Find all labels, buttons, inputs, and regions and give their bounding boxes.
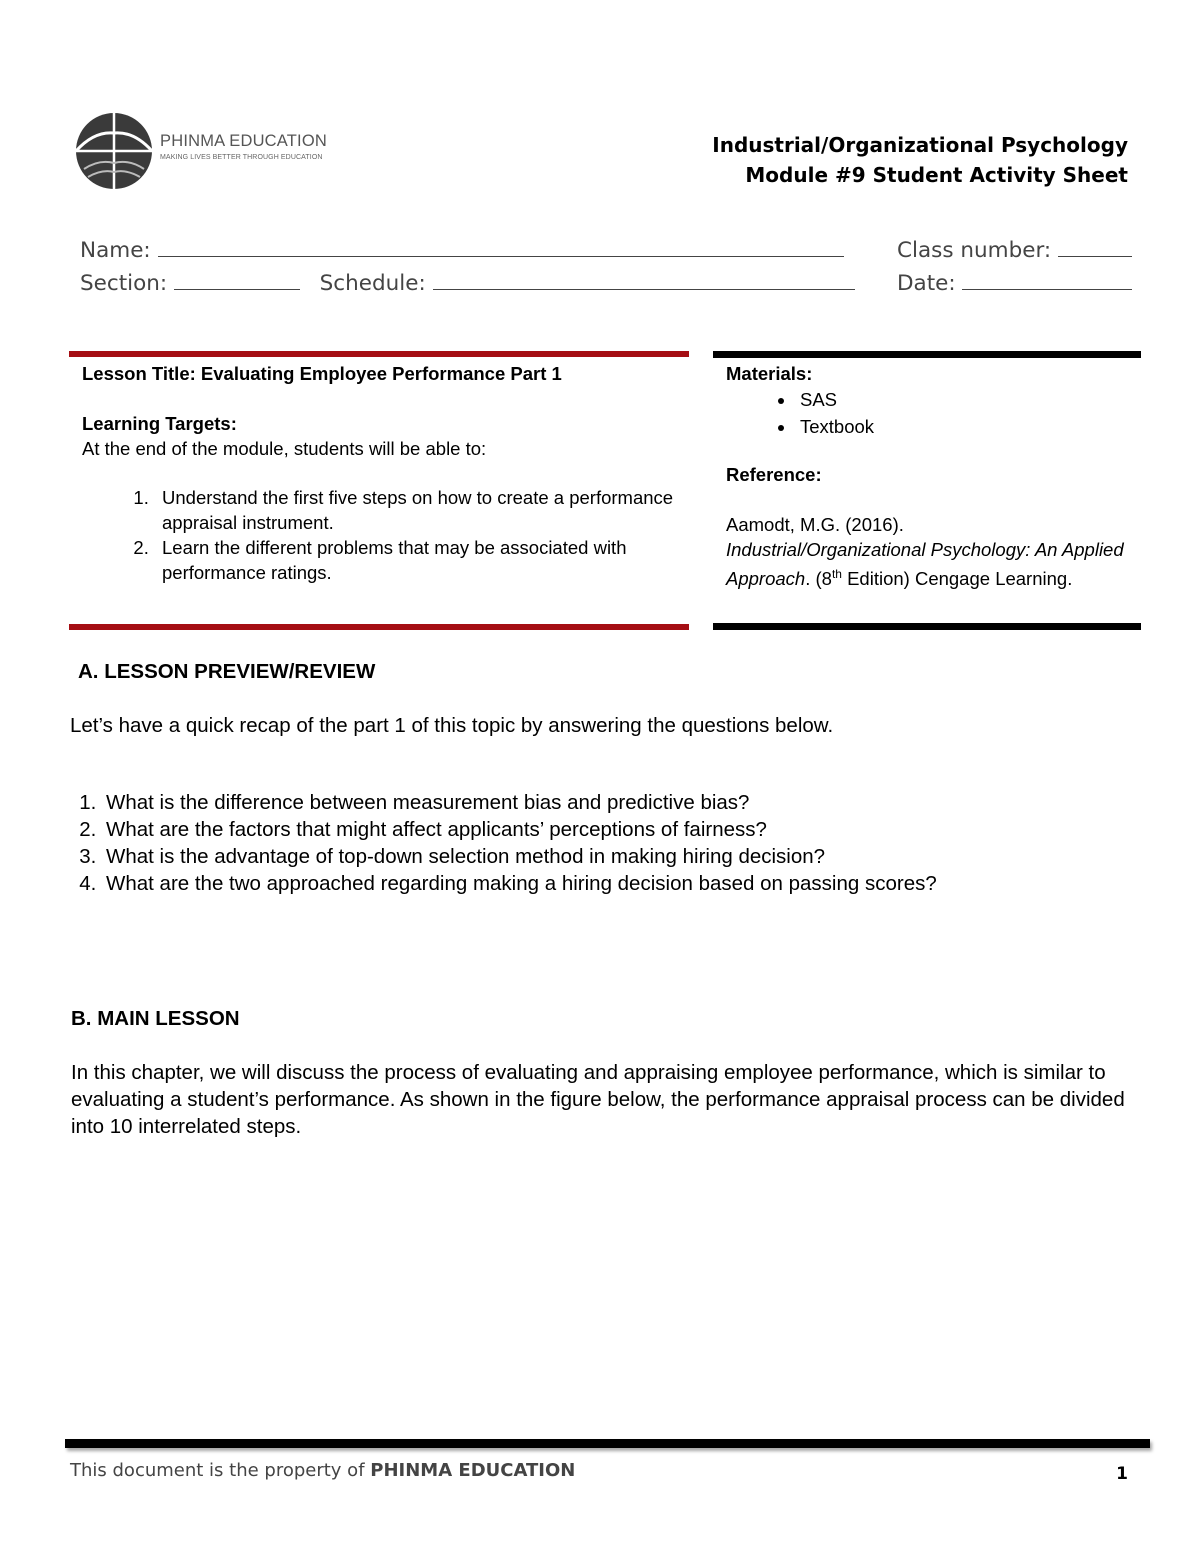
materials-panel bbox=[726, 361, 1136, 591]
materials-top-bar bbox=[713, 351, 1141, 358]
date-label: Date: bbox=[897, 271, 956, 296]
footer-text bbox=[70, 1460, 575, 1481]
materials-list bbox=[726, 386, 1136, 440]
class-number-field[interactable] bbox=[897, 236, 1132, 263]
name-field[interactable] bbox=[80, 236, 844, 263]
review-question: 3. What is the advantage of top-down selection method in making hiring decision? bbox=[102, 843, 1172, 870]
review-question: 2. What are the factors that might affect applicants’ perceptions of fairness? bbox=[102, 816, 1172, 843]
materials-heading: Materials: bbox=[726, 363, 813, 384]
reference-heading: Reference: bbox=[726, 464, 822, 485]
learning-target-item: 2. Learn the different problems that may be associated with performance ratings. bbox=[154, 535, 682, 585]
reference-author: Aamodt, M.G. (2016). bbox=[726, 514, 904, 535]
lesson-top-bar bbox=[69, 351, 689, 357]
footer-owner: PHINMA EDUCATION bbox=[370, 1460, 576, 1481]
reference-book-title: Industrial/Organizational Psychology: An Applied Approach bbox=[726, 539, 1124, 590]
schedule-line[interactable] bbox=[433, 269, 855, 290]
course-title: Industrial/Organizational Psychology bbox=[712, 133, 1128, 157]
section-field[interactable] bbox=[80, 269, 855, 296]
material-item: • SAS bbox=[796, 386, 1136, 413]
learning-target-item: 1. Understand the first five steps on how to create a performance appraisal instrument. bbox=[154, 485, 682, 535]
learning-targets-intro: At the end of the module, students will be able to: bbox=[82, 438, 487, 459]
logo-name: PHINMA EDUCATION bbox=[160, 132, 327, 150]
section-a-intro: Let’s have a quick recap of the part 1 of this topic by answering the questions below. bbox=[70, 714, 834, 737]
lesson-details bbox=[82, 361, 682, 585]
lesson-bottom-bar bbox=[69, 624, 689, 630]
course-header bbox=[712, 130, 1128, 190]
class-number-line[interactable] bbox=[1058, 236, 1132, 257]
class-number-label: Class number: bbox=[897, 238, 1052, 263]
section-line[interactable] bbox=[174, 269, 300, 290]
section-a-heading: A. LESSON PREVIEW/REVIEW bbox=[78, 660, 376, 683]
material-item: • Textbook bbox=[796, 413, 1136, 440]
review-question: 4. What are the two approached regarding making a hiring decision based on passing scores? bbox=[102, 870, 1172, 897]
learning-targets-list bbox=[82, 485, 682, 585]
reference-citation bbox=[726, 537, 1136, 591]
page-number: 1 bbox=[1116, 1464, 1128, 1484]
date-field[interactable] bbox=[897, 269, 1132, 296]
reference-edition-suffix: Edition) Cengage Learning. bbox=[841, 568, 1073, 590]
review-question: 1. What is the difference between measurement bias and predictive bias? bbox=[102, 789, 1172, 816]
footer-prefix: This document is the property of bbox=[70, 1460, 371, 1481]
reference-edition-prefix: . (8 bbox=[805, 568, 832, 590]
sheet-title: Module #9 Student Activity Sheet bbox=[745, 163, 1128, 187]
section-label: Section: bbox=[80, 271, 168, 296]
section-b-heading: B. MAIN LESSON bbox=[71, 1007, 240, 1030]
materials-bottom-bar bbox=[713, 623, 1141, 630]
reference-edition-sup: th bbox=[831, 567, 842, 581]
date-line[interactable] bbox=[962, 269, 1132, 290]
logo-tagline: MAKING LIVES BETTER THROUGH EDUCATION bbox=[160, 154, 323, 161]
learning-targets-heading: Learning Targets: bbox=[82, 413, 237, 434]
schedule-label: Schedule: bbox=[319, 271, 426, 296]
name-label: Name: bbox=[80, 238, 151, 263]
section-b-paragraph: In this chapter, we will discuss the process of evaluating and appraising employee performance, which is similar to evaluating a student’s performance. As shown in the figure below, the performance appraisal process can be divided into 10 interrelated steps. bbox=[71, 1061, 1125, 1138]
footer-bar bbox=[65, 1439, 1150, 1448]
review-questions bbox=[70, 789, 1172, 897]
name-line[interactable] bbox=[158, 236, 844, 257]
lesson-title: Lesson Title: Evaluating Employee Performance Part 1 bbox=[82, 363, 562, 384]
phinma-logo-mark-icon bbox=[74, 111, 156, 191]
phinma-logo bbox=[74, 111, 334, 191]
